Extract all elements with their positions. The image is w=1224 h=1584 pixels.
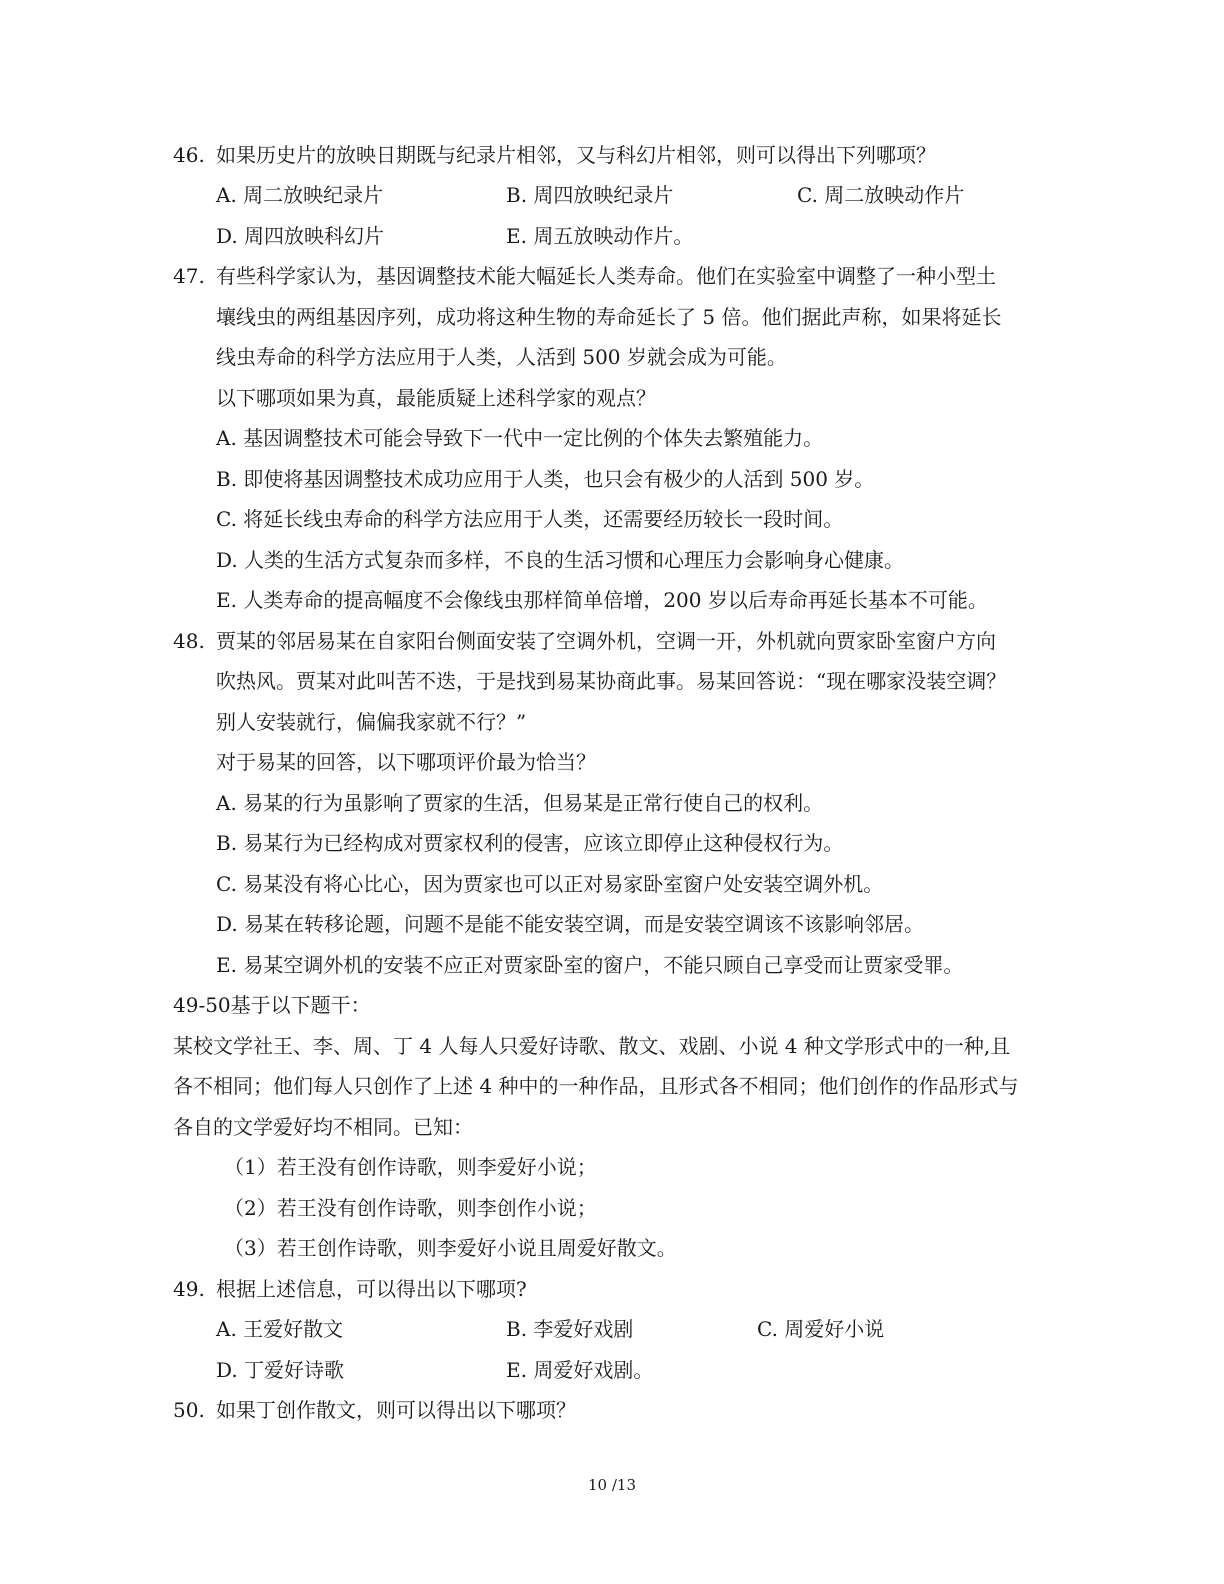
option-e: E. 人类寿命的提高幅度不会像线虫那样简单倍增，200 岁以后寿命再延长基本不可能。 bbox=[216, 588, 988, 612]
option-a: A. 周二放映纪录片 bbox=[216, 183, 384, 207]
condition-1: （1）若王没有创作诗歌，则李爱好小说； bbox=[224, 1155, 597, 1179]
group-heading: 49-50基于以下题干： bbox=[173, 993, 371, 1017]
option-d: D. 易某在转移论题，问题不是能不能安装空调，而是安装空调该不该影响邻居。 bbox=[216, 912, 925, 936]
option-a: A. 基因调整技术可能会导致下一代中一定比例的个体失去繁殖能力。 bbox=[216, 426, 824, 450]
question-number: 46. bbox=[173, 143, 205, 167]
page-number: 10 /13 bbox=[588, 1476, 636, 1494]
question-prompt: 对于易某的回答，以下哪项评价最为恰当？ bbox=[216, 750, 596, 774]
question-number: 47. bbox=[173, 264, 205, 288]
group-stem-line: 各不相同；他们每人只创作了上述 4 种中的一种作品，且形式各不相同；他们创作的作品形式与 bbox=[173, 1074, 1019, 1098]
question-number: 48. bbox=[173, 629, 205, 653]
option-b: B. 李爱好戏剧 bbox=[506, 1317, 634, 1341]
option-b: B. 易某行为已经构成对贾家权利的侵害，应该立即停止这种侵权行为。 bbox=[216, 831, 844, 855]
option-b: B. 周四放映纪录片 bbox=[506, 183, 674, 207]
condition-2: （2）若王没有创作诗歌，则李创作小说； bbox=[224, 1196, 597, 1220]
option-c: C. 周爱好小说 bbox=[757, 1317, 885, 1341]
question-number: 49. bbox=[173, 1277, 205, 1301]
option-e: E. 周爱好戏剧。 bbox=[506, 1358, 654, 1382]
option-c: C. 周二放映动作片 bbox=[797, 183, 965, 207]
question-stem-line: 吹热风。贾某对此叫苦不迭，于是找到易某协商此事。易某回答说：“现在哪家没装空调？ bbox=[216, 669, 1007, 693]
option-a: A. 易某的行为虽影响了贾家的生活，但易某是正常行使自己的权利。 bbox=[216, 791, 824, 815]
question-stem: 根据上述信息，可以得出以下哪项? bbox=[216, 1277, 527, 1301]
question-stem-line: 有些科学家认为，基因调整技术能大幅延长人类寿命。他们在实验室中调整了一种小型土 bbox=[216, 264, 996, 288]
option-c: C. 将延长线虫寿命的科学方法应用于人类，还需要经历较长一段时间。 bbox=[216, 507, 844, 531]
question-prompt: 以下哪项如果为真，最能质疑上述科学家的观点？ bbox=[216, 386, 656, 410]
option-a: A. 王爱好散文 bbox=[216, 1317, 344, 1341]
group-stem-line: 各自的文学爱好均不相同。已知： bbox=[173, 1115, 473, 1139]
question-stem-line: 贾某的邻居易某在自家阳台侧面安装了空调外机，空调一开，外机就向贾家卧室窗户方向 bbox=[216, 629, 996, 653]
question-stem-line: 线虫寿命的科学方法应用于人类，人活到 500 岁就会成为可能。 bbox=[216, 345, 787, 369]
question-stem: 如果历史片的放映日期既与纪录片相邻，又与科幻片相邻，则可以得出下列哪项？ bbox=[216, 143, 936, 167]
condition-3: （3）若王创作诗歌，则李爱好小说且周爱好散文。 bbox=[224, 1236, 677, 1260]
question-number: 50. bbox=[173, 1398, 205, 1422]
option-e: E. 周五放映动作片。 bbox=[506, 224, 694, 248]
option-c: C. 易某没有将心比心，因为贾家也可以正对易家卧室窗户处安装空调外机。 bbox=[216, 872, 884, 896]
option-d: D. 丁爱好诗歌 bbox=[216, 1358, 345, 1382]
question-stem-line: 壤线虫的两组基因序列，成功将这种生物的寿命延长了 5 倍。他们据此声称，如果将延长 bbox=[216, 305, 1002, 329]
question-stem-line: 别人安装就行，偏偏我家就不行？” bbox=[216, 710, 527, 734]
option-b: B. 即使将基因调整技术成功应用于人类，也只会有极少的人活到 500 岁。 bbox=[216, 467, 875, 491]
option-e: E. 易某空调外机的安装不应正对贾家卧室的窗户，不能只顾自己享受而让贾家受罪。 bbox=[216, 953, 964, 977]
option-d: D. 周四放映科幻片 bbox=[216, 224, 385, 248]
question-stem: 如果丁创作散文，则可以得出以下哪项？ bbox=[216, 1398, 576, 1422]
option-d: D. 人类的生活方式复杂而多样，不良的生活习惯和心理压力会影响身心健康。 bbox=[216, 548, 905, 572]
group-stem-line: 某校文学社王、李、周、丁 4 人每人只爱好诗歌、散文、戏剧、小说 4 种文学形式中的一种,且 bbox=[173, 1034, 1011, 1058]
